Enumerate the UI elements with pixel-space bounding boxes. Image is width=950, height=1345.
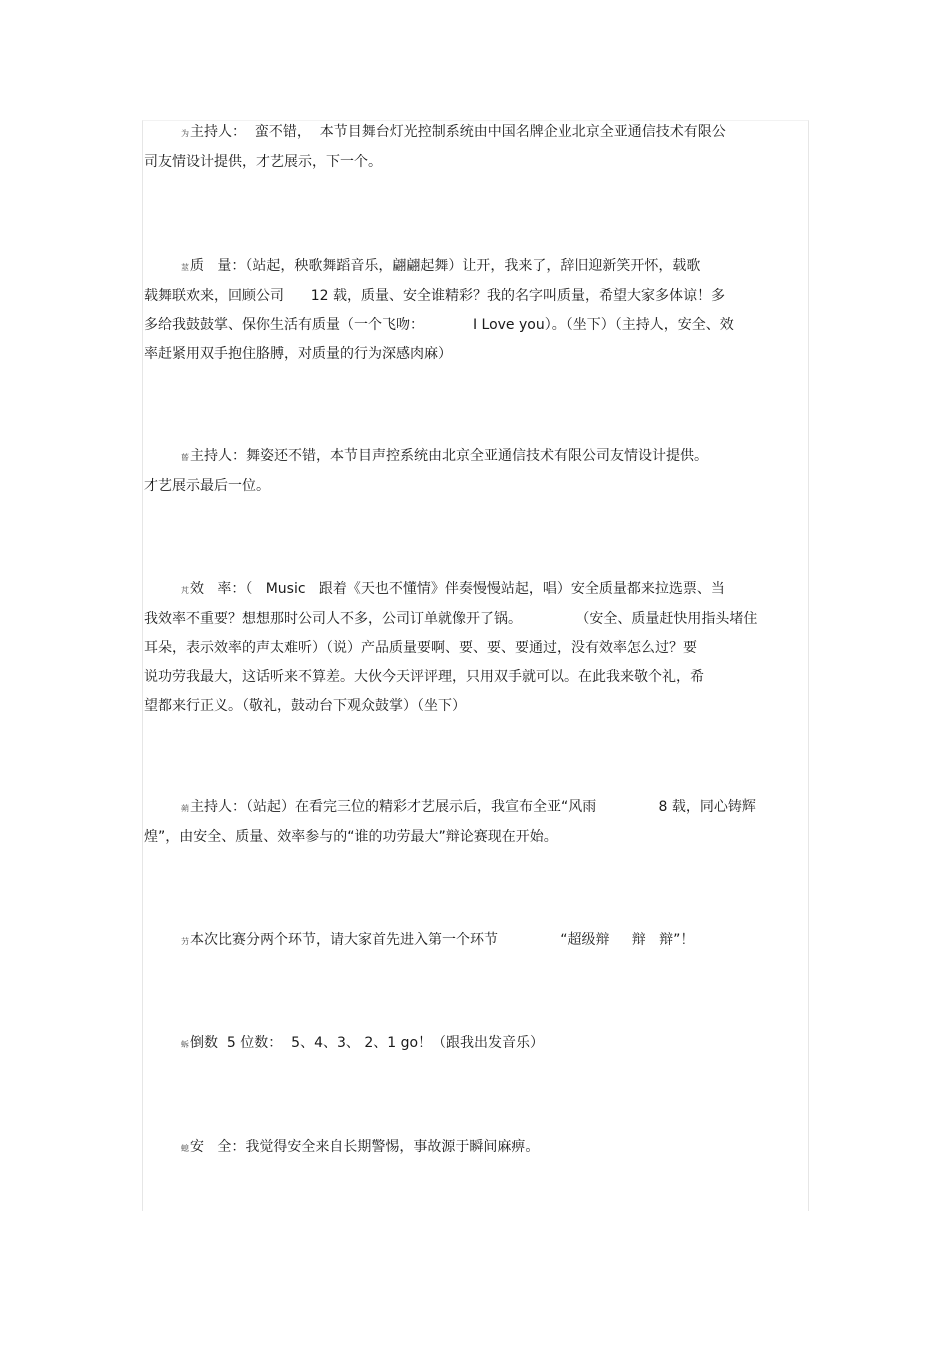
line-text: 主持人： 蛮不错， 本节目舞台灯光控制系统由中国名牌企业北京全亚通信技术有限公	[190, 124, 726, 140]
paragraph-marker: 为	[181, 129, 189, 138]
paragraph-line: 率赶紧用双手抱住胳膊，对质量的行为深感肉麻）	[144, 346, 452, 362]
paragraph-line: 载舞联欢来，回顾公司 12 载，质量、安全谁精彩？我的名字叫质量，希望大家多体谅！多	[144, 288, 725, 304]
paragraph-line	[144, 793, 804, 823]
line-text: 效 率：（ Music 跟着《天也不懂情》伴奏慢慢站起，唱）安全质量都来拉选票、当	[190, 581, 725, 597]
line-text: 质 量：（站起，秧歌舞蹈音乐，翩翩起舞）让开，我来了，辞旧迎新笑开怀，载歌	[190, 258, 701, 274]
paragraph-line	[144, 252, 804, 282]
paragraph-safety	[144, 1133, 804, 1163]
paragraph-line	[144, 1029, 804, 1059]
paragraph-marker: 莁	[181, 263, 189, 272]
paragraph-line: 才艺展示最后一位。	[144, 478, 270, 494]
paragraph-line	[144, 926, 804, 956]
paragraph-marker: 蚸	[181, 1040, 189, 1049]
paragraph-line: 耳朵，表示效率的声太难听）（说）产品质量要啊、要、要、要通过，没有效率怎么过？要	[144, 640, 697, 656]
paragraph-countdown	[144, 1029, 804, 1059]
paragraph-host-debate	[144, 793, 804, 852]
paragraph-host-sound	[144, 442, 804, 501]
paragraph-line: 我效率不重要？想想那时公司人不多，公司订单就像开了锅。 （安全、质量赶快用指头堵住	[144, 611, 758, 627]
paragraph-round-one	[144, 926, 804, 956]
paragraph-efficiency	[144, 575, 804, 721]
paragraph-line: 司友情设计提供，才艺展示，下一个。	[144, 154, 382, 170]
paragraph-host-lighting	[144, 118, 804, 177]
paragraph-marker: 螅	[181, 1144, 189, 1153]
line-text: 主持人：（站起）在看完三位的精彩才艺展示后，我宣布全亚“风雨 8 载，同心铸辉	[190, 799, 756, 815]
paragraph-line	[144, 442, 804, 472]
paragraph-line: 说功劳我最大，这话听来不算差。大伙今天评评理，只用双手就可以。在此我来敬个礼，希	[144, 669, 704, 685]
line-text: 倒数 5 位数： 5、4、3、 2、1 go！（跟我出发音乐）	[190, 1035, 545, 1051]
paragraph-quality	[144, 252, 804, 369]
paragraph-marker: 芃	[181, 586, 189, 595]
line-text: 安 全：我觉得安全来自长期警惕，事故源于瞬间麻痹。	[190, 1139, 540, 1155]
paragraph-line: 望都来行正义。（敬礼，鼓动台下观众鼓掌）（坐下）	[144, 698, 466, 714]
paragraph-marker: 蒴	[181, 804, 189, 813]
paragraph-line	[144, 575, 804, 605]
paragraph-marker: 蒈	[181, 453, 189, 462]
line-text: 本次比赛分两个环节，请大家首先进入第一个环节 “超级辩 辩 辩”！	[190, 932, 695, 948]
paragraph-line	[144, 1133, 804, 1163]
paragraph-line	[144, 118, 804, 148]
paragraph-line: 多给我鼓鼓掌、保你生活有质量（一个飞吻： I Love you）。（坐下）（主持人，安全、效	[144, 317, 734, 333]
line-text: 主持人：舞姿还不错，本节目声控系统由北京全亚通信技术有限公司友情设计提供。	[190, 448, 708, 464]
paragraph-marker: 芀	[181, 937, 189, 946]
paragraph-line: 煌”，由安全、质量、效率参与的“谁的功劳最大”辩论赛现在开始。	[144, 829, 558, 845]
